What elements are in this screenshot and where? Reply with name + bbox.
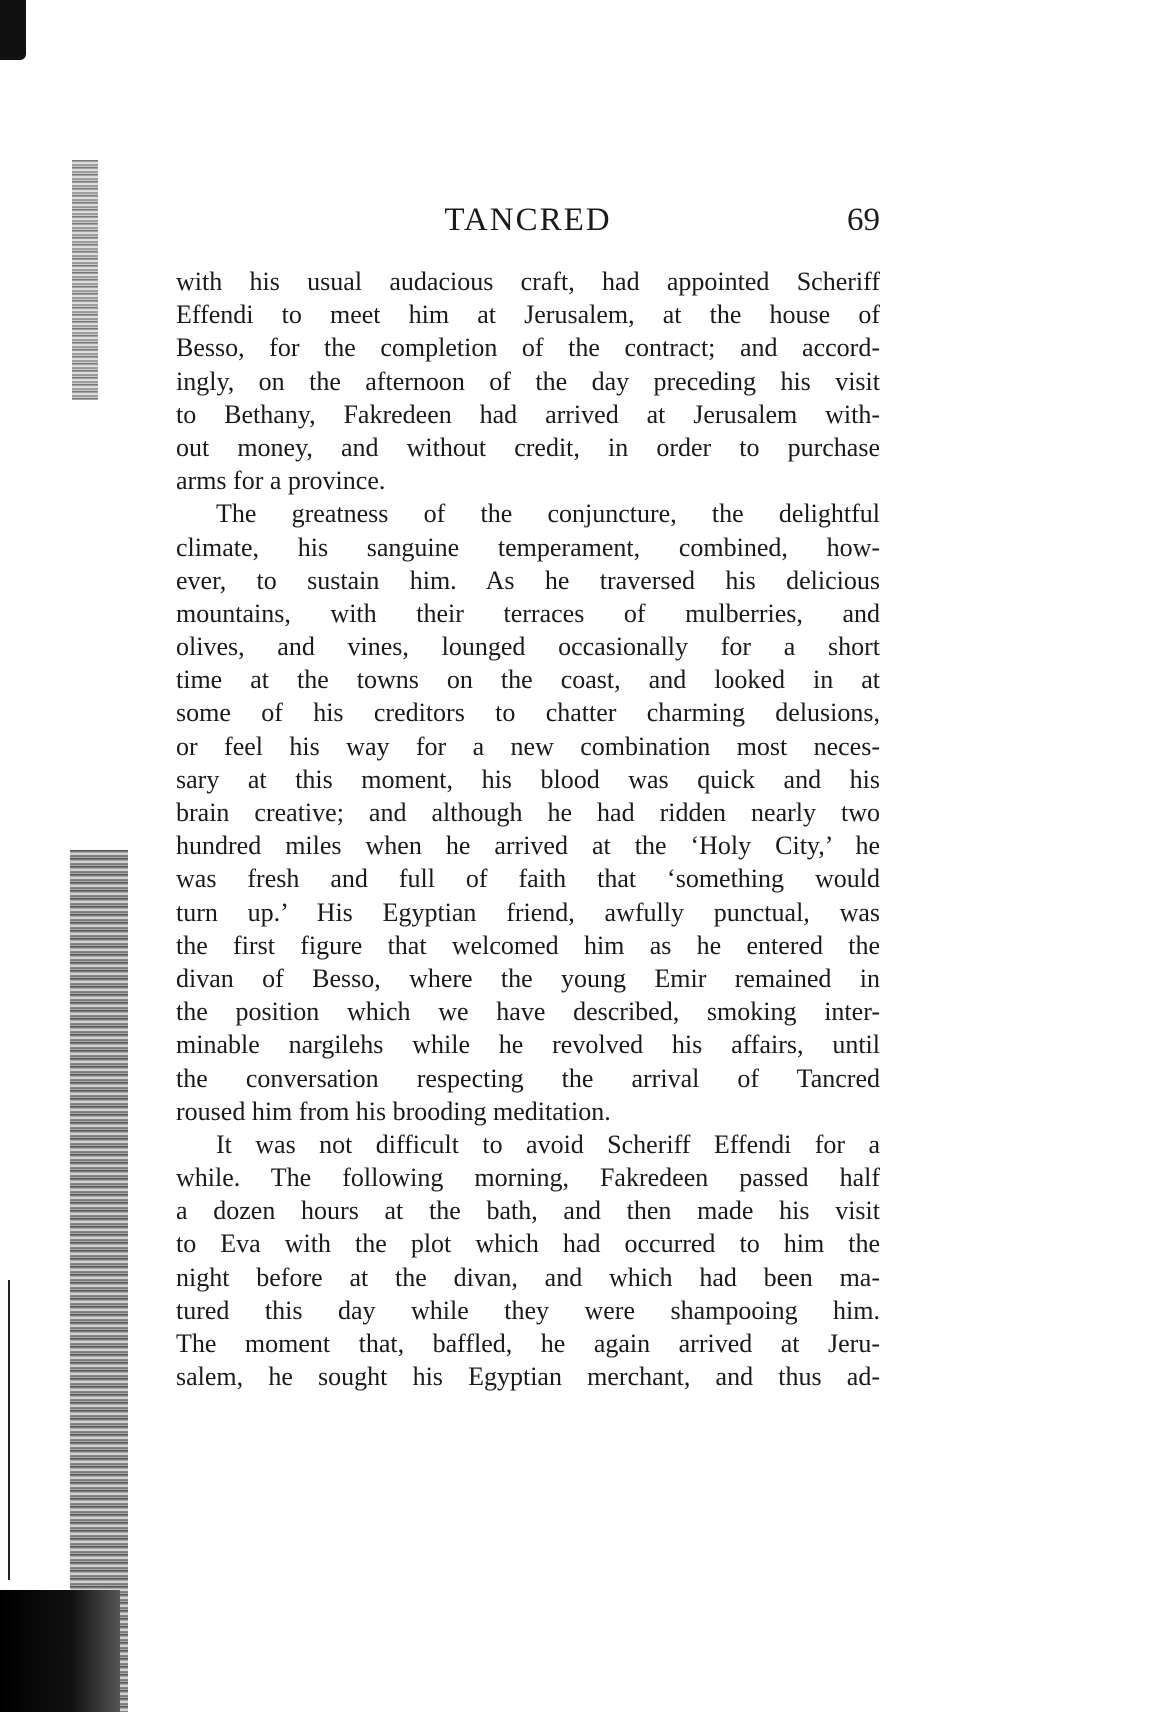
text-line: the conversation respecting the arrival of Tancred bbox=[176, 1063, 880, 1093]
text-line: tured this day while they were shampooing him. bbox=[176, 1295, 880, 1325]
paragraph bbox=[176, 265, 880, 497]
text-line: time at the towns on the coast, and looked in at bbox=[176, 665, 880, 695]
text-line: arms for a province. bbox=[176, 466, 386, 496]
text-line: salem, he sought his Egyptian merchant, and thus ad- bbox=[176, 1362, 880, 1392]
text-line: was fresh and full of faith that ‘something would bbox=[176, 864, 880, 894]
scan-edge-mark bbox=[0, 0, 26, 60]
text-line: brain creative; and although he had ridden nearly two bbox=[176, 798, 880, 827]
binding-shadow-base bbox=[0, 1590, 120, 1712]
text-line: the first figure that welcomed him as he entered the bbox=[176, 930, 880, 960]
text-line: hundred miles when he arrived at the ‘Holy City,’ he bbox=[176, 831, 880, 861]
text-line: mountains, with their terraces of mulberries, and bbox=[176, 598, 880, 628]
text-line: divan of Besso, where the young Emir remained in bbox=[176, 963, 880, 993]
text-line: It was not difficult to avoid Scheriff Effendi for a bbox=[216, 1129, 880, 1159]
text-line: The moment that, baffled, he again arrived at Jeru- bbox=[176, 1329, 880, 1358]
text-line: to Bethany, Fakredeen had arrived at Jerusalem with- bbox=[176, 399, 880, 429]
text-line: while. The following morning, Fakredeen passed half bbox=[176, 1163, 880, 1193]
text-line: ingly, on the afternoon of the day preceding his visit bbox=[176, 366, 880, 396]
text-line: sary at this moment, his blood was quick and his bbox=[176, 764, 880, 794]
binding-shadow-upper bbox=[72, 160, 98, 400]
running-title: TANCRED bbox=[444, 202, 612, 238]
body-text bbox=[176, 265, 880, 1393]
text-line: Besso, for the completion of the contract; and accord- bbox=[176, 333, 880, 363]
text-line: climate, his sanguine temperament, combined, how- bbox=[176, 532, 880, 562]
text-line: minable nargilehs while he revolved his affairs, until bbox=[176, 1030, 880, 1060]
text-line: night before at the divan, and which had been ma- bbox=[176, 1262, 880, 1292]
text-line: with his usual audacious craft, had appointed Scheriff bbox=[176, 267, 880, 296]
paragraph bbox=[176, 497, 880, 1128]
binding-edge-line bbox=[8, 1280, 10, 1580]
text-line: Effendi to meet him at Jerusalem, at the house of bbox=[176, 300, 880, 330]
page-number: 69 bbox=[847, 202, 880, 238]
text-line: to Eva with the plot which had occurred to him the bbox=[176, 1229, 880, 1259]
running-head bbox=[176, 196, 880, 244]
paragraph bbox=[176, 1128, 880, 1394]
text-line: olives, and vines, lounged occasionally for a short bbox=[176, 632, 880, 662]
text-line: some of his creditors to chatter charming delusions, bbox=[176, 698, 880, 728]
text-line: ever, to sustain him. As he traversed his delicious bbox=[176, 565, 880, 595]
text-line: out money, and without credit, in order to purchase bbox=[176, 432, 880, 462]
text-line: or feel his way for a new combination most neces- bbox=[176, 731, 880, 761]
text-line: roused him from his brooding meditation. bbox=[176, 1096, 611, 1126]
binding-shadow-lower bbox=[70, 850, 128, 1712]
text-line: a dozen hours at the bath, and then made his visit bbox=[176, 1196, 880, 1226]
text-line: turn up.’ His Egyptian friend, awfully punctual, was bbox=[176, 897, 880, 927]
text-line: The greatness of the conjuncture, the delightful bbox=[216, 499, 880, 529]
text-line: the position which we have described, smoking inter- bbox=[176, 997, 880, 1027]
